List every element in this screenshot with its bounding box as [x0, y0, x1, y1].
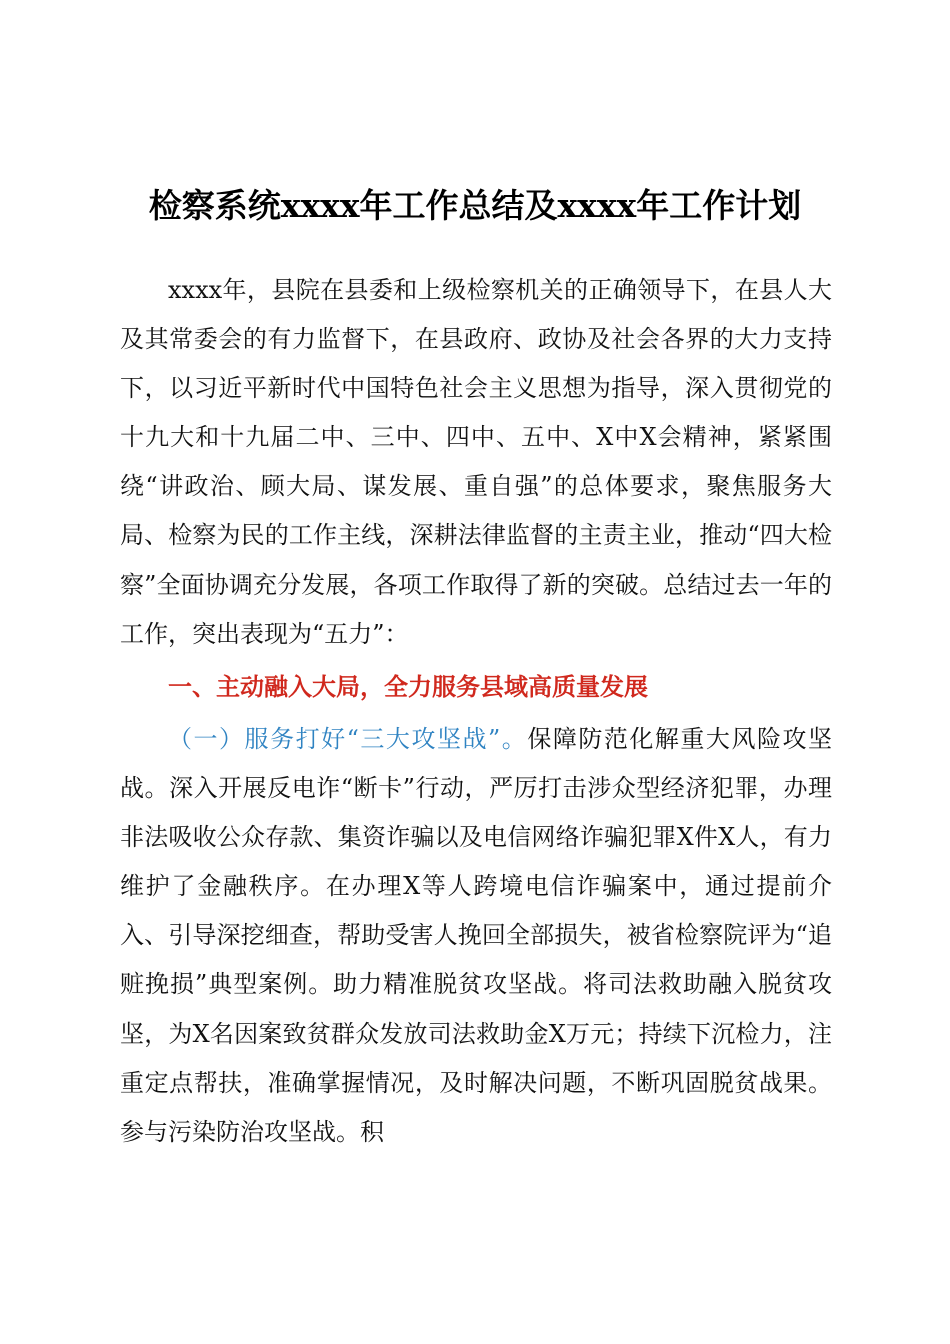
subsection-paragraph-1: [120, 715, 832, 1157]
subsection-body-1: 保障防范化解重大风险攻坚战。深入开展反电诈“断卡”行动，严厉打击涉众型经济犯罪，办理非法吸收公众存款、集资诈骗以及电信网络诈骗犯罪X件X人，有力维护了金融秩序。在办理X等人跨境电信诈骗案中，通过提前介入、引导深挖细查，帮助受害人挽回全部损失，被省检察院评为“追赃挽损”典型案例。助力精准脱贫攻坚战。将司法救助融入脱贫攻坚，为X名因案致贫群众发放司法救助金X万元；持续下沉检力，注重定点帮扶，准确掌握情况，及时解决问题，不断巩固脱贫战果。参与污染防治攻坚战。积: [120, 725, 833, 1146]
intro-paragraph: xxxx年，县院在县委和上级检察机关的正确领导下，在县人大及其常委会的有力监督下，在县政府、政协及社会各界的大力支持下，以习近平新时代中国特色社会主义思想为指导，深入贯彻党的十九大和十九届二中、三中、四中、五中、X中X会精神，紧紧围绕“讲政治、顾大局、谋发展、重自强”的总体要求，聚焦服务大局、检察为民的工作主线，深耕法律监督的主责主业，推动“四大检察”全面协调充分发展，各项工作取得了新的突破。总结过去一年的工作，突出表现为“五力”：: [120, 276, 832, 648]
document-title: 检察系统xxxx年工作总结及xxxx年工作计划: [148, 186, 802, 225]
section-heading-1: 一、主动融入大局，全力服务县域高质量发展: [168, 673, 648, 701]
subsection-heading-1: （一）服务打好“三大攻坚战”。: [168, 725, 528, 753]
